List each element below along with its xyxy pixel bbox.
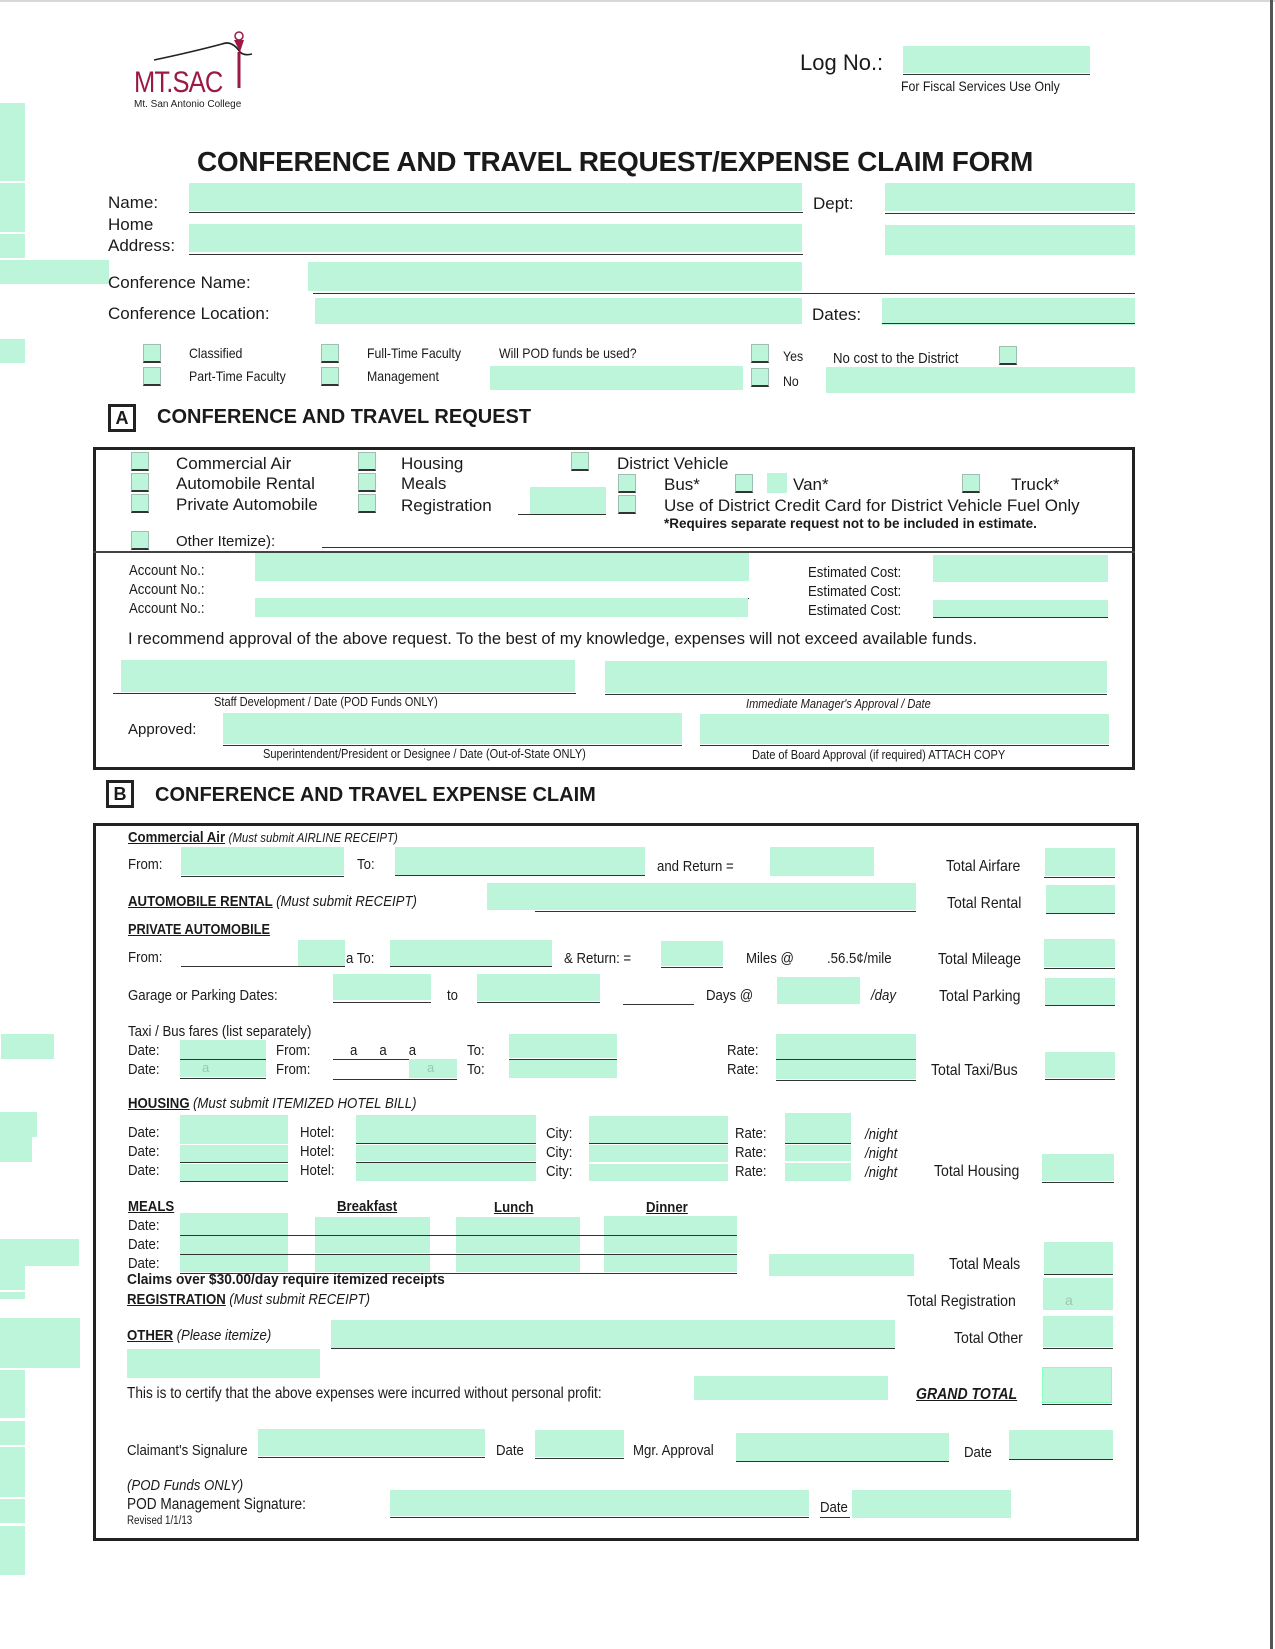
commercial-air-checkbox[interactable] [131, 452, 149, 471]
grand-total-field[interactable] [1042, 1367, 1112, 1403]
total-registration-label: Total Registration [907, 1293, 1016, 1310]
meals-row-underline [180, 1254, 737, 1255]
logo-subtext: Mt. San Antonio College [134, 99, 242, 110]
total-rental-field[interactable] [1046, 885, 1115, 913]
home-label: Home [108, 215, 154, 234]
breakfast-field-2[interactable] [315, 1236, 430, 1253]
van-checkbox[interactable] [735, 474, 753, 493]
meals-date-label-3: Date: [128, 1255, 160, 1272]
private-from-label: From: [128, 949, 163, 966]
truck-checkbox[interactable] [962, 474, 980, 493]
taxi-date-label-2: Date: [128, 1061, 160, 1078]
account-no-label-2: Account No.: [129, 581, 205, 598]
rental-field[interactable] [487, 883, 916, 910]
section-b-badge: B [106, 780, 134, 808]
taxi-rate-label-2: Rate: [727, 1061, 759, 1078]
private-from-underline [181, 966, 345, 967]
van-label: Van* [793, 475, 829, 494]
air-from-underline [181, 876, 344, 877]
total-taxi-label: Total Taxi/Bus [931, 1062, 1018, 1079]
district-vehicle-checkbox[interactable] [571, 452, 589, 471]
pod-signature-label: POD Management Signature: [127, 1496, 306, 1513]
account-no-label-3: Account No.: [129, 600, 205, 617]
parking-from-field[interactable] [333, 974, 431, 1000]
taxi-rate-field-1[interactable] [776, 1034, 916, 1059]
housing-header-text: HOUSING [128, 1095, 190, 1112]
total-meals-field[interactable] [1044, 1242, 1113, 1274]
no-cost-field[interactable] [826, 367, 1135, 393]
rental-header [128, 894, 417, 909]
other-note: (Please itemize) [176, 1327, 272, 1344]
classified-label: Classified [189, 345, 243, 361]
dinner-field-2[interactable] [604, 1236, 737, 1253]
recommend-text: I recommend approval of the above request. To the best of my knowledge, expenses will not exceed available funds. [128, 630, 978, 648]
lunch-field-1[interactable] [456, 1217, 580, 1235]
address-label: Address: [108, 236, 176, 255]
mgr-date-field[interactable] [1009, 1430, 1113, 1459]
left-margin-field[interactable] [0, 1370, 25, 1418]
mgr-approval-underline [736, 1461, 949, 1462]
air-to-field[interactable] [395, 847, 645, 875]
claimant-signature-label: Claimant's Signalure [127, 1442, 248, 1459]
per-night-label-3: /night [865, 1164, 898, 1181]
pod-no-label: No [783, 373, 799, 389]
meals-subtotal-field[interactable] [769, 1254, 914, 1276]
taxi-to-field-1[interactable] [509, 1034, 617, 1058]
lunch-field-2[interactable] [456, 1236, 580, 1253]
estimated-cost-label-2: Estimated Cost: [808, 583, 902, 600]
section-b-title: CONFERENCE AND TRAVEL EXPENSE CLAIM [155, 784, 596, 806]
air-from-field[interactable] [181, 847, 344, 875]
total-registration-value: a [1065, 1292, 1073, 1308]
left-margin-field[interactable] [0, 1499, 25, 1523]
parking-to-field[interactable] [477, 974, 600, 1001]
meals-date-field-2[interactable] [180, 1236, 288, 1254]
dinner-field-3[interactable] [604, 1255, 737, 1272]
dinner-header: Dinner [646, 1199, 688, 1216]
taxi-date-value-2: a [202, 1060, 210, 1075]
other-header [127, 1328, 271, 1343]
city-field-2[interactable] [589, 1145, 728, 1162]
pod-signature-underline [390, 1517, 809, 1518]
pod-question-label: Will POD funds be used? [499, 345, 637, 361]
housing-date-underline [180, 1181, 288, 1182]
hotel-field-1[interactable] [356, 1115, 536, 1143]
hotel-underline [356, 1162, 536, 1163]
rate-field-3[interactable] [785, 1163, 851, 1181]
private-to-label: a To: [346, 950, 375, 967]
estimated-cost-label-3: Estimated Cost: [808, 602, 902, 619]
fiscal-note: For Fiscal Services Use Only [901, 78, 1060, 94]
city-field-3[interactable] [589, 1164, 728, 1181]
credit-card-checkbox[interactable] [618, 495, 636, 514]
pod-date-label: Date [820, 1499, 848, 1516]
left-margin-field[interactable] [0, 183, 25, 232]
housing-date-field-3[interactable] [180, 1164, 288, 1181]
taxi-rate-label-1: Rate: [727, 1042, 759, 1059]
left-margin-field[interactable] [0, 339, 25, 363]
certify-field[interactable] [694, 1376, 888, 1400]
air-to-label: To: [357, 856, 375, 873]
parking-to-underline [477, 1002, 600, 1003]
approved-label: Approved: [128, 721, 197, 738]
breakfast-field-1[interactable] [315, 1217, 430, 1235]
total-taxi-underline [1045, 1079, 1115, 1080]
rate-underline [785, 1143, 851, 1144]
page-top-edge [0, 0, 1275, 2]
total-other-underline [1043, 1348, 1113, 1349]
housing-date-field-1[interactable] [180, 1115, 288, 1144]
taxi-rate-underline-2 [776, 1080, 916, 1081]
taxi-from-underline-2 [333, 1079, 457, 1080]
parking-days-underline [623, 1004, 694, 1005]
private-auto-header: PRIVATE AUTOMOBILE [128, 922, 271, 938]
hotel-underline [356, 1143, 536, 1144]
revised-label: Revised 1/1/13 [127, 1515, 193, 1527]
pod-funds-field[interactable] [490, 366, 743, 390]
taxi-from-label-2: From: [276, 1061, 311, 1078]
claimant-signature-field[interactable] [258, 1429, 485, 1456]
private-return-field[interactable] [661, 941, 723, 966]
no-cost-checkbox[interactable] [999, 346, 1017, 365]
management-checkbox[interactable] [321, 367, 339, 386]
total-housing-underline [1042, 1182, 1114, 1183]
taxi-date-underline-1 [180, 1059, 266, 1060]
private-from-field[interactable] [298, 940, 345, 966]
registration-note: (Must submit RECEIPT) [229, 1291, 371, 1308]
left-margin-field[interactable] [0, 1318, 80, 1368]
total-meals-underline [1044, 1274, 1113, 1275]
dates-field[interactable] [882, 298, 1135, 325]
total-airfare-label: Total Airfare [946, 858, 1021, 875]
taxi-rate-field-2[interactable] [776, 1060, 916, 1079]
breakfast-header: Breakfast [337, 1198, 398, 1215]
grand-total-label: GRAND TOTAL [916, 1386, 1018, 1403]
log-no-field[interactable] [903, 46, 1090, 73]
meals-date-field-3[interactable] [180, 1255, 288, 1272]
taxi-header: Taxi / Bus fares (list separately) [128, 1023, 312, 1040]
other-header-text: OTHER [127, 1327, 174, 1344]
total-rental-underline [1046, 913, 1115, 914]
registration-amount-field[interactable] [530, 487, 606, 514]
left-margin-field[interactable] [0, 1266, 25, 1290]
full-time-faculty-checkbox[interactable] [321, 344, 339, 363]
claimant-signature-underline [258, 1457, 485, 1458]
per-night-label-1: /night [865, 1126, 898, 1143]
board-approval-label: Date of Board Approval (if required) ATTACH COPY [752, 747, 1006, 762]
private-return-label: & Return: = [564, 950, 632, 967]
rental-header-text: AUTOMOBILE RENTAL [128, 893, 273, 910]
pod-date-underline [820, 1517, 850, 1518]
per-day-label: /day [871, 987, 896, 1004]
claimant-date-field[interactable] [535, 1430, 624, 1457]
claimant-date-label: Date [496, 1442, 524, 1459]
estimated-cost-field-3[interactable] [933, 600, 1108, 617]
address-underline [189, 254, 803, 255]
address-field[interactable] [189, 224, 802, 252]
meals-date-label-1: Date: [128, 1217, 160, 1234]
air-note: (Must submit AIRLINE RECEIPT) [228, 830, 398, 845]
private-to-field[interactable] [390, 940, 552, 966]
left-margin-field[interactable] [0, 1239, 79, 1266]
manager-approval-underline [605, 694, 1107, 695]
meals-label: Meals [401, 474, 447, 493]
account-no-label-1: Account No.: [129, 562, 205, 579]
conference-location-label: Conference Location: [108, 304, 270, 323]
part-time-faculty-label: Part-Time Faculty [189, 368, 286, 384]
grand-total-underline [1042, 1404, 1112, 1405]
section-a-badge: A [108, 404, 136, 432]
taxi-date-field-1[interactable] [180, 1040, 266, 1059]
meals-checkbox[interactable] [358, 473, 376, 492]
total-rental-label: Total Rental [947, 895, 1022, 912]
left-margin-field[interactable] [0, 260, 109, 284]
account-no-field-3[interactable] [255, 598, 748, 617]
total-airfare-field[interactable] [1045, 848, 1115, 876]
rate-label-2: Rate: [735, 1144, 767, 1161]
dinner-field-1[interactable] [604, 1216, 737, 1235]
page-right-edge [1270, 0, 1273, 1649]
form-title: CONFERENCE AND TRAVEL REQUEST/EXPENSE CLAIM FORM [196, 146, 1034, 177]
registration-checkbox[interactable] [358, 494, 376, 513]
truck-label: Truck* [1011, 475, 1060, 494]
dates-label: Dates: [812, 305, 862, 324]
staff-development-label: Staff Development / Date (POD Funds ONLY) [214, 694, 438, 709]
meals-date-field-1[interactable] [180, 1213, 288, 1235]
taxi-from-field-2[interactable] [409, 1059, 457, 1078]
part-time-faculty-checkbox[interactable] [143, 367, 161, 386]
left-margin-field[interactable] [0, 1447, 25, 1497]
parking-to-label: to [447, 987, 459, 1004]
bus-checkbox[interactable] [618, 474, 636, 493]
total-parking-underline [1045, 1005, 1115, 1006]
other-field-2[interactable] [127, 1349, 320, 1378]
parking-label: Garage or Parking Dates: [128, 987, 278, 1004]
total-housing-label: Total Housing [934, 1163, 1020, 1180]
auto-rental-checkbox[interactable] [131, 473, 149, 492]
left-margin-field[interactable] [0, 1526, 25, 1575]
left-margin-field[interactable] [0, 1137, 32, 1162]
total-mileage-label: Total Mileage [938, 951, 1021, 968]
parking-from-underline [333, 1002, 431, 1003]
total-taxi-field[interactable] [1045, 1052, 1115, 1078]
conference-name-label: Conference Name: [108, 273, 251, 292]
section-a-title: CONFERENCE AND TRAVEL REQUEST [157, 406, 532, 428]
housing-date-field-2[interactable] [180, 1145, 288, 1162]
total-parking-field[interactable] [1045, 978, 1115, 1005]
housing-date-label-1: Date: [128, 1124, 160, 1141]
name-field[interactable] [189, 183, 802, 211]
manager-approval-label: Immediate Manager's Approval / Date [746, 696, 931, 711]
air-to-underline [395, 875, 645, 876]
pod-yes-checkbox[interactable] [751, 344, 769, 363]
miles-label: Miles @ [746, 950, 794, 967]
housing-label: Housing [401, 454, 464, 473]
rate-field-2[interactable] [785, 1145, 851, 1161]
staff-development-field[interactable] [121, 660, 575, 692]
classified-checkbox[interactable] [143, 344, 161, 363]
mgr-approval-field[interactable] [736, 1433, 949, 1461]
board-approval-field[interactable] [700, 714, 1109, 744]
city-label-1: City: [546, 1125, 573, 1142]
total-meals-label: Total Meals [949, 1256, 1021, 1273]
dept-label: Dept: [813, 194, 854, 213]
city-label-3: City: [546, 1163, 573, 1180]
mgr-approval-label: Mgr. Approval [633, 1442, 714, 1459]
name-underline [189, 212, 803, 213]
total-mileage-underline [1044, 968, 1115, 969]
log-no-underline [903, 74, 1090, 75]
conference-location-field[interactable] [315, 298, 802, 324]
days-label: Days @ [706, 987, 754, 1004]
registration-label: Registration [401, 496, 492, 515]
taxi-date-field-2[interactable] [180, 1059, 266, 1077]
commercial-air-label: Commercial Air [176, 454, 292, 473]
management-label: Management [367, 368, 439, 384]
private-to-underline [390, 966, 552, 967]
air-from-label: From: [128, 856, 163, 873]
credit-card-label: Use of District Credit Card for District Vehicle Fuel Only [664, 496, 1080, 515]
meals-header: MEALS [128, 1198, 175, 1215]
rate-label-3: Rate: [735, 1163, 767, 1180]
claims-note: Claims over $30.00/day require itemized receipts [127, 1272, 445, 1288]
conference-name-field[interactable] [308, 262, 802, 291]
other-underline [322, 547, 1132, 548]
taxi-from-label-1: From: [276, 1042, 311, 1059]
conference-name-underline [313, 293, 1135, 294]
air-return-field[interactable] [770, 847, 874, 876]
left-margin-field[interactable] [0, 1292, 25, 1299]
parking-rate-field[interactable] [777, 977, 860, 1004]
logo-text: MT.SAC [134, 66, 223, 99]
hotel-field-3[interactable] [356, 1163, 536, 1181]
superintendent-label: Superintendent/President or Designee / Date (Out-of-State ONLY) [263, 746, 586, 761]
city-label-2: City: [546, 1144, 573, 1161]
total-other-label: Total Other [954, 1330, 1023, 1347]
hotel-label-2: Hotel: [300, 1143, 335, 1160]
pod-yes-label: Yes [783, 348, 804, 364]
city-underline [589, 1143, 728, 1144]
housing-note: (Must submit ITEMIZED HOTEL BILL) [193, 1095, 417, 1112]
bus-label: Bus* [664, 475, 700, 494]
total-other-field[interactable] [1043, 1316, 1113, 1347]
per-night-label-2: /night [865, 1145, 898, 1162]
air-header [128, 830, 398, 845]
private-auto-label: Private Automobile [176, 495, 318, 514]
registration-underline [518, 514, 606, 515]
rate-field-1[interactable] [785, 1113, 851, 1143]
rental-underline [535, 911, 916, 912]
account-no-field-1[interactable] [255, 553, 749, 581]
requires-note: *Requires separate request not to be included in estimate. [664, 516, 1037, 531]
pod-only-label: (POD Funds ONLY) [127, 1477, 244, 1494]
dept-field[interactable] [885, 183, 1135, 211]
mgr-date-label: Date [964, 1444, 992, 1461]
total-registration-field[interactable] [1043, 1278, 1113, 1310]
log-no-label: Log No.: [800, 50, 884, 75]
taxi-from-value-2: a [427, 1060, 435, 1075]
hotel-label-3: Hotel: [300, 1162, 335, 1179]
left-margin-field[interactable] [1, 1034, 54, 1059]
left-margin-field[interactable] [0, 1421, 25, 1445]
other-field[interactable] [331, 1320, 895, 1348]
taxi-from-value-1: a a a [350, 1042, 417, 1059]
left-margin-field[interactable] [0, 1112, 37, 1137]
total-parking-label: Total Parking [939, 988, 1021, 1005]
total-mileage-field[interactable] [1044, 939, 1115, 967]
total-housing-field[interactable] [1042, 1154, 1114, 1181]
college-logo [132, 30, 262, 112]
no-cost-label: No cost to the District [833, 350, 959, 367]
van-field[interactable] [767, 473, 787, 493]
meals-date-label-2: Date: [128, 1236, 160, 1253]
superintendent-field[interactable] [223, 713, 682, 744]
taxi-date-label-1: Date: [128, 1042, 160, 1059]
registration-header-text: REGISTRATION [127, 1291, 226, 1308]
district-vehicle-label: District Vehicle [617, 454, 729, 473]
housing-checkbox[interactable] [358, 452, 376, 471]
claimant-date-underline [535, 1458, 624, 1459]
meals-row-underline [180, 1235, 737, 1236]
private-auto-checkbox[interactable] [131, 494, 149, 513]
mileage-rate-label: .56.5¢/mile [827, 950, 892, 967]
taxi-to-label-2: To: [467, 1061, 485, 1078]
full-time-faculty-label: Full-Time Faculty [367, 345, 462, 361]
hotel-label-1: Hotel: [300, 1124, 335, 1141]
mgr-date-underline [1009, 1459, 1113, 1460]
air-header-text: Commercial Air [128, 829, 226, 846]
housing-date-label-3: Date: [128, 1162, 160, 1179]
certify-text: This is to certify that the above expenses were incurred without personal profit: [127, 1385, 602, 1402]
board-approval-underline [700, 745, 1109, 746]
address-field-2[interactable] [885, 225, 1135, 255]
pod-signature-field[interactable] [390, 1490, 809, 1516]
housing-date-underline [180, 1162, 288, 1163]
dates-underline [882, 323, 1135, 324]
lunch-field-3[interactable] [456, 1255, 580, 1272]
pod-no-checkbox[interactable] [751, 368, 769, 387]
estimated-cost-field-1[interactable] [933, 555, 1108, 582]
rental-note: (Must submit RECEIPT) [276, 893, 417, 910]
total-airfare-underline [1044, 877, 1115, 878]
estimated-cost-underline-3 [933, 617, 1108, 618]
other-underline [331, 1348, 895, 1349]
private-return-underline [661, 967, 723, 968]
breakfast-field-3[interactable] [315, 1255, 430, 1272]
housing-date-label-2: Date: [128, 1143, 160, 1160]
taxi-to-field-2[interactable] [509, 1060, 617, 1078]
housing-header [128, 1096, 417, 1111]
estimated-cost-label-1: Estimated Cost: [808, 564, 902, 581]
other-label: Other Itemize): [176, 533, 276, 550]
rate-label-1: Rate: [735, 1125, 767, 1142]
city-field-1[interactable] [589, 1116, 728, 1143]
pod-date-field[interactable] [852, 1490, 1011, 1518]
manager-approval-field[interactable] [605, 661, 1107, 693]
auto-rental-label: Automobile Rental [176, 474, 315, 493]
registration-header [127, 1292, 370, 1307]
taxi-to-label-1: To: [467, 1042, 485, 1059]
lunch-header: Lunch [494, 1199, 534, 1216]
name-label: Name: [108, 193, 159, 212]
air-return-label: and Return = [657, 858, 734, 875]
dept-underline [885, 213, 1135, 214]
hotel-field-2[interactable] [356, 1145, 536, 1161]
other-checkbox[interactable] [131, 531, 149, 550]
taxi-date-underline-2 [180, 1078, 266, 1079]
left-margin-field[interactable] [0, 234, 25, 258]
